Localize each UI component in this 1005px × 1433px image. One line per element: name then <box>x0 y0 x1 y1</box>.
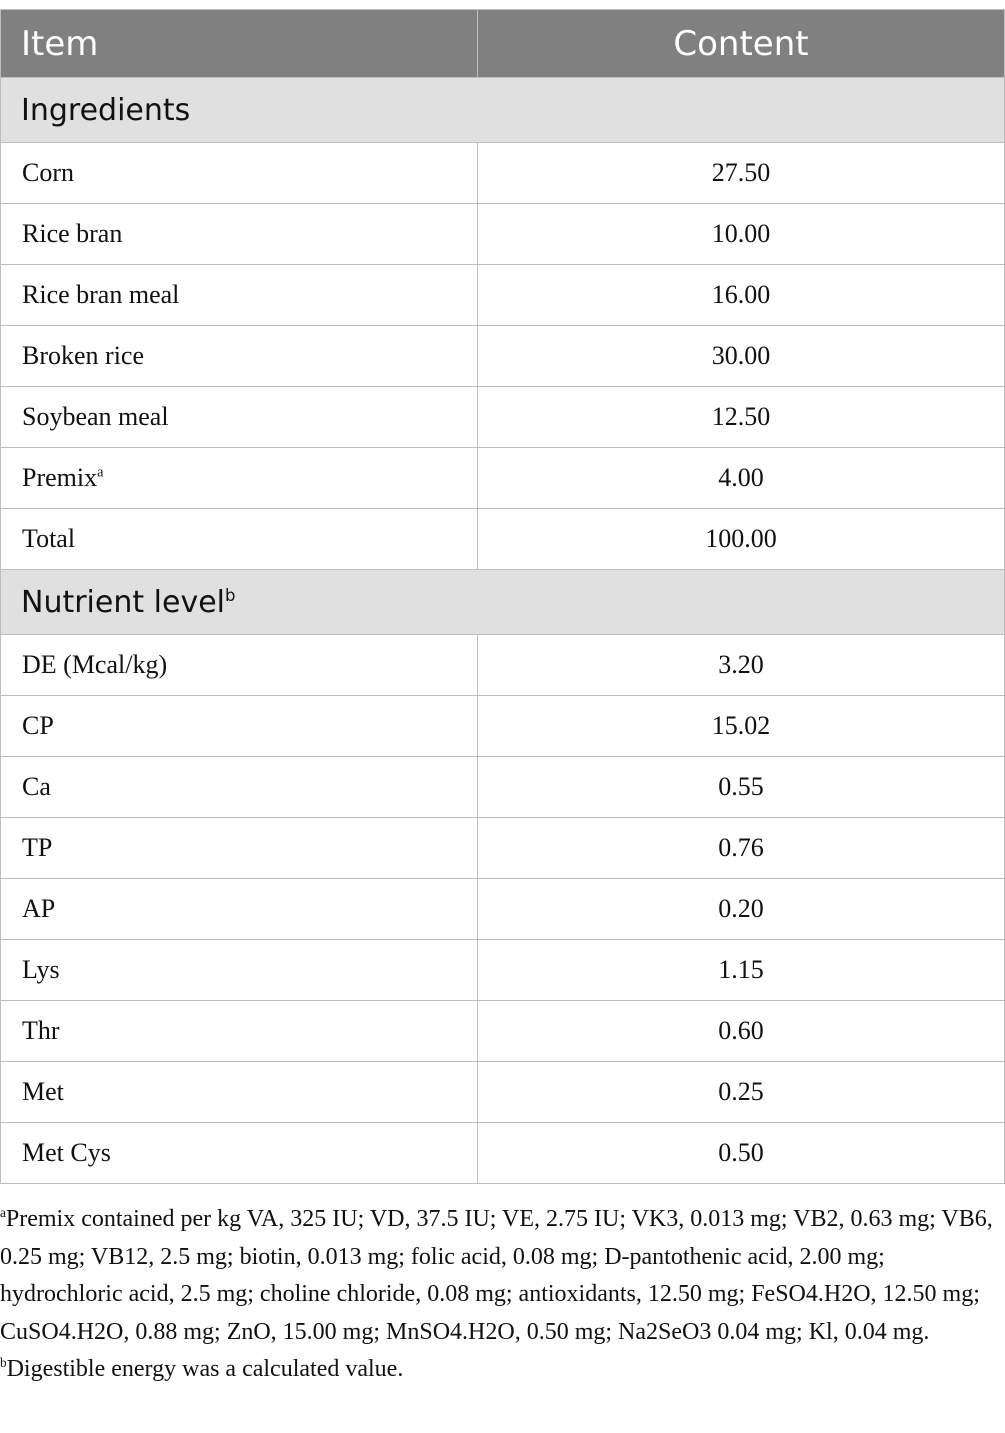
table-header <box>1 10 1005 78</box>
footnote-marker: b <box>0 1355 7 1370</box>
item-cell <box>1 265 478 326</box>
item-cell <box>1 448 478 509</box>
item-cell <box>1 818 478 879</box>
content-value-cell: 4.00 <box>478 448 1005 509</box>
item-cell <box>1 1062 478 1123</box>
diet-composition-table-container <box>0 9 1004 1184</box>
item-cell <box>1 757 478 818</box>
table-body <box>1 78 1005 1184</box>
item-cell <box>1 940 478 1001</box>
item-name: CP <box>22 711 54 740</box>
content-value-cell: 0.60 <box>478 1001 1005 1062</box>
footnote <box>0 1351 1000 1389</box>
content-value-cell: 15.02 <box>478 696 1005 757</box>
table-row <box>1 635 1005 696</box>
section-title <box>1 570 1005 635</box>
table-row <box>1 1123 1005 1184</box>
footnote-marker: a <box>0 1205 6 1220</box>
item-name: AP <box>22 894 56 923</box>
item-cell <box>1 509 478 570</box>
item-name: DE (Mcal/kg) <box>22 650 168 679</box>
content-value-cell: 16.00 <box>478 265 1005 326</box>
item-name: Soybean meal <box>22 402 169 431</box>
item-footnote-marker: a <box>97 464 104 481</box>
table-row <box>1 940 1005 1001</box>
item-cell <box>1 143 478 204</box>
section-title-footnote-marker: b <box>225 585 236 605</box>
content-value-cell: 30.00 <box>478 326 1005 387</box>
item-name: Premix <box>22 463 98 492</box>
content-value-cell: 0.55 <box>478 757 1005 818</box>
content-value-cell: 12.50 <box>478 387 1005 448</box>
table-row <box>1 509 1005 570</box>
item-cell <box>1 1001 478 1062</box>
item-name: Broken rice <box>22 341 145 370</box>
item-cell <box>1 696 478 757</box>
table-row <box>1 143 1005 204</box>
item-name: Rice bran <box>22 219 123 248</box>
content-value-cell: 100.00 <box>478 509 1005 570</box>
item-name: Thr <box>22 1016 60 1045</box>
table-row <box>1 448 1005 509</box>
section-title-text: Ingredients <box>21 92 191 128</box>
content-value-cell: 10.00 <box>478 204 1005 265</box>
section-header-row <box>1 570 1005 635</box>
footnote <box>0 1201 1000 1351</box>
item-name: Rice bran meal <box>22 280 180 309</box>
item-name: TP <box>22 833 53 862</box>
section-title <box>1 78 1005 143</box>
column-header-content: Content <box>478 10 1005 78</box>
footnote-text: Digestible energy was a calculated value. <box>6 1356 404 1382</box>
item-cell <box>1 879 478 940</box>
diet-composition-table <box>0 9 1005 1184</box>
section-header-row <box>1 78 1005 143</box>
item-name: Met <box>22 1077 64 1106</box>
content-value-cell: 0.25 <box>478 1062 1005 1123</box>
item-cell <box>1 204 478 265</box>
item-cell <box>1 387 478 448</box>
item-name: Ca <box>22 772 51 801</box>
content-value-cell: 0.76 <box>478 818 1005 879</box>
footnote-text: Premix contained per kg VA, 325 IU; VD, 37.5 IU; VE, 2.75 IU; VK3, 0.013 mg; VB2, 0.63 mg; VB6, 0.25 mg; VB12, 2.5 mg; biotin, 0.013 mg; folic acid, 0.08 mg; D-pantothenic acid, 2.00 mg; hydrochloric acid, 2.5 mg; choline chloride, 0.08 mg; antioxidants, 12.50 mg; FeSO4.H2O, 12.50 mg; CuSO4.H2O, 0.88 mg; ZnO, 15.00 mg; MnSO4.H2O, 0.50 mg; Na2SeO3 0.04 mg; Kl, 0.04 mg. <box>0 1206 993 1345</box>
table-row <box>1 818 1005 879</box>
table-footnotes <box>0 1201 1000 1389</box>
item-name: Met Cys <box>22 1138 111 1167</box>
section-title-text: Nutrient level <box>21 584 225 620</box>
item-name: Corn <box>22 158 74 187</box>
item-cell <box>1 1123 478 1184</box>
content-value-cell: 0.50 <box>478 1123 1005 1184</box>
table-row <box>1 326 1005 387</box>
column-header-item: Item <box>1 10 478 78</box>
content-value-cell: 27.50 <box>478 143 1005 204</box>
content-value-cell: 1.15 <box>478 940 1005 1001</box>
table-row <box>1 387 1005 448</box>
content-value-cell: 3.20 <box>478 635 1005 696</box>
table-row <box>1 1062 1005 1123</box>
item-name: Lys <box>22 955 60 984</box>
table-row <box>1 696 1005 757</box>
table-row <box>1 757 1005 818</box>
table-row <box>1 204 1005 265</box>
item-cell <box>1 635 478 696</box>
table-row <box>1 265 1005 326</box>
content-value-cell: 0.20 <box>478 879 1005 940</box>
item-name: Total <box>22 524 76 553</box>
table-row <box>1 1001 1005 1062</box>
item-cell <box>1 326 478 387</box>
table-row <box>1 879 1005 940</box>
